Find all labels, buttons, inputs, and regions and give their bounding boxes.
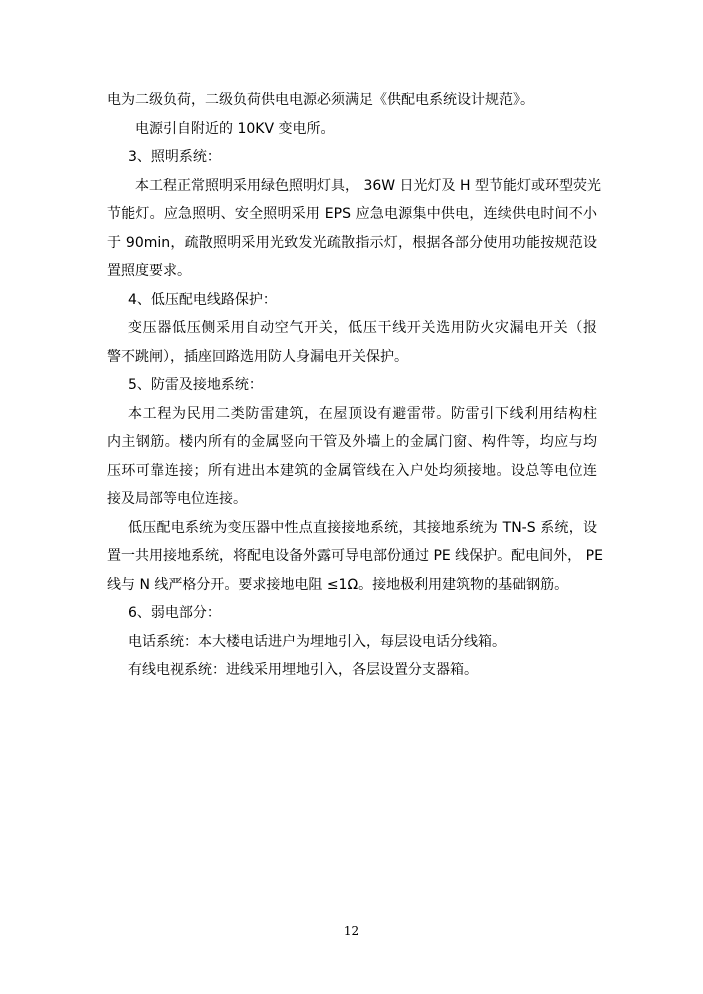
section-heading-low-voltage: 4、低压配电线路保护： [128,291,277,308]
page-number: 12 [343,924,360,938]
paragraph-line: 内主钢筋。楼内所有的金属竖向干管及外墙上的金属门窗、构件等，均应与均 [107,434,597,450]
paragraph-line: 警不跳闸），插座回路选用防人身漏电开关保护。 [107,348,408,365]
paragraph-line: 置照度要求。 [107,263,191,279]
section-heading-lighting: 3、照明系统： [128,149,221,165]
paragraph-line: 电为二级负荷，二级负荷供电电源必须满足《供配电系统设计规范》。 [107,92,534,108]
paragraph-line: 于 90min，疏散照明采用光致发光疏散指示灯，根据各部分使用功能按规范设 [107,234,597,251]
paragraph-line: 节能灯。应急照明、安全照明采用 EPS 应急电源集中供电，连续供电时间不小 [107,206,597,222]
section-heading-lightning: 5、防雷及接地系统： [128,377,263,393]
paragraph-line: 低压配电系统为变压器中性点直接接地系统，其接地系统为 TN-S 系统，设 [128,519,597,536]
paragraph-line: 线与 N 线严格分开。要求接地电阻 ≤1Ω。接地极利用建筑物的基础钢筋。 [107,576,569,593]
paragraph-line: 电源引自附近的 10KV 变电所。 [135,120,335,137]
paragraph-line: 本工程为民用二类防雷建筑，在屋顶设有避雷带。防雷引下线利用结构柱 [128,405,597,422]
section-heading-weak-current: 6、弱电部分： [128,605,221,621]
paragraph-line: 压环可靠连接；所有进出本建筑的金属管线在入户处均须接地。设总等电位连 [107,462,597,479]
paragraph-line: 接及局部等电位连接。 [107,491,247,507]
paragraph-line: 电话系统：本大楼电话进户为埋地引入，每层设电话分线箱。 [128,633,506,650]
paragraph-line: 变压器低压侧采用自动空气开关，低压干线开关选用防火灾漏电开关（报 [128,320,597,336]
paragraph-line: 置一共用接地系统，将配电设备外露可导电部份通过 PE 线保护。配电间外， PE [107,548,603,564]
paragraph-line: 有线电视系统：进线采用埋地引入，各层设置分支器箱。 [128,662,478,678]
document-body [107,86,603,685]
paragraph-line: 本工程正常照明采用绿色照明灯具， 36W 日光灯及 H 型节能灯或环型荧光 [135,177,601,194]
